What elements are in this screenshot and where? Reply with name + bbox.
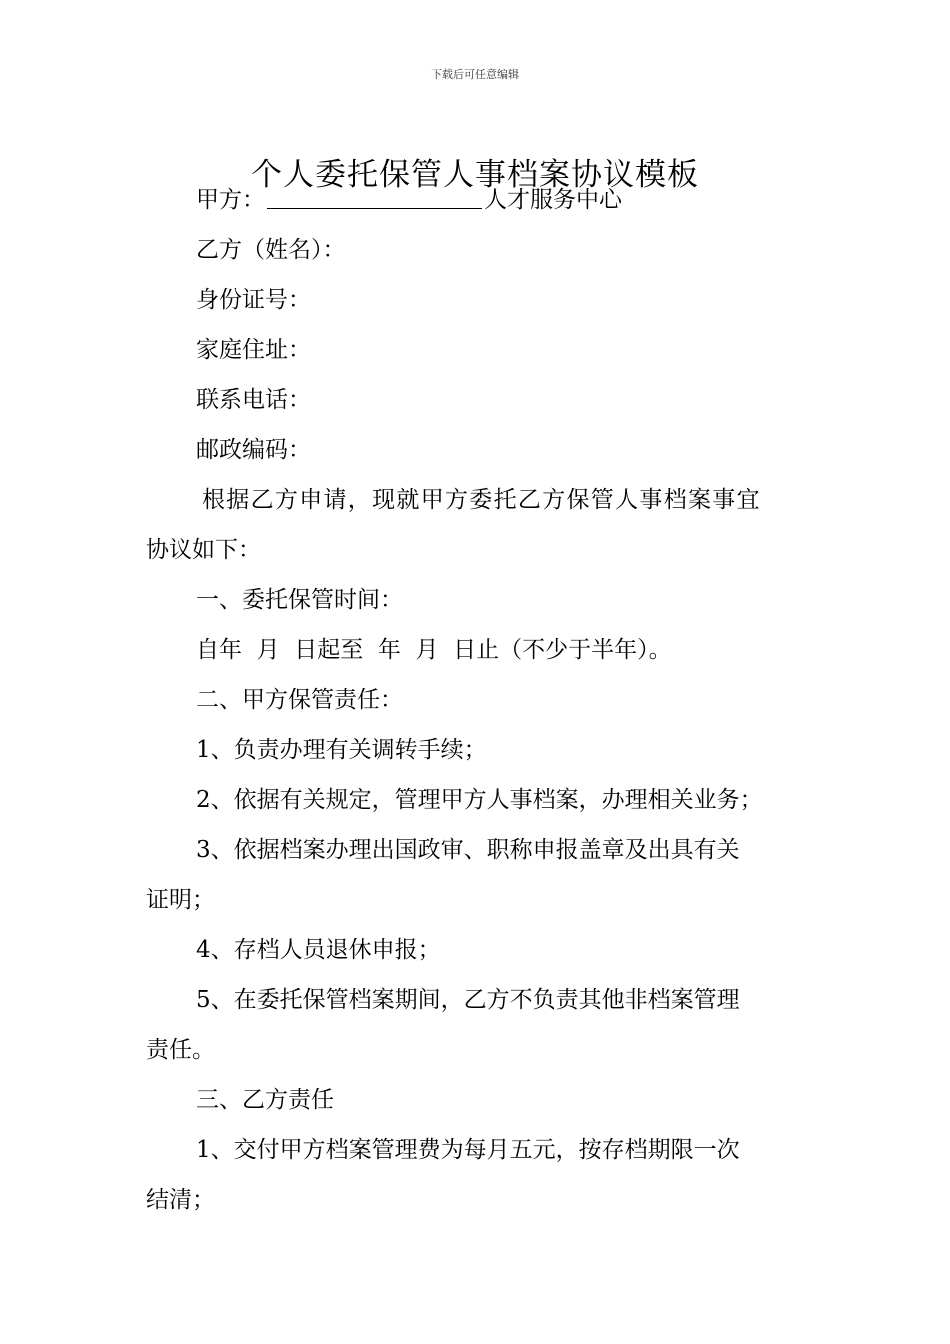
intro-line-1: 根据乙方申请，现就甲方委托乙方保管人事档案事宜 <box>202 487 761 513</box>
section-3-item-1-line-1: 1、交付甲方档案管理费为每月五元，按存档期限一次 <box>196 1137 740 1163</box>
party-b-line: 乙方（姓名）： <box>196 237 346 263</box>
section-2-item-3-line-2: 证明； <box>146 887 215 913</box>
section-2-item-3-line-1: 3、依据档案办理出国政审、职称申报盖章及出具有关 <box>196 837 740 863</box>
section-3-heading: 三、乙方责任 <box>196 1087 334 1113</box>
id-number-line: 身份证号： <box>196 287 311 313</box>
party-a-label: 甲方： <box>196 187 265 213</box>
header-note: 下载后可任意编辑 <box>431 68 519 81</box>
section-3-item-1-line-2: 结清； <box>146 1187 215 1213</box>
postcode-line: 邮政编码： <box>196 437 311 463</box>
section-2-item-5-line-2: 责任。 <box>146 1037 215 1063</box>
party-a-line <box>196 185 622 215</box>
section-1-period: 自年 月 日起至 年 月 日止（不少于半年）。 <box>196 637 672 663</box>
intro-line-2: 协议如下： <box>146 537 261 563</box>
section-2-heading: 二、甲方保管责任： <box>196 687 403 713</box>
section-2-item-5-line-1: 5、在委托保管档案期间，乙方不负责其他非档案管理 <box>196 987 740 1013</box>
section-1-heading: 一、委托保管时间： <box>196 587 403 613</box>
document-title: 个人委托保管人事档案协议模板 <box>251 156 699 193</box>
section-2-item-2: 2、依据有关规定，管理甲方人事档案，办理相关业务； <box>196 787 763 813</box>
section-2-item-4: 4、存档人员退休申报； <box>196 937 441 963</box>
section-2-item-1: 1、负责办理有关调转手续； <box>196 737 487 763</box>
party-a-blank <box>267 188 482 209</box>
phone-line: 联系电话： <box>196 387 311 413</box>
address-line: 家庭住址： <box>196 337 311 363</box>
party-a-suffix: 人才服务中心 <box>484 187 622 213</box>
